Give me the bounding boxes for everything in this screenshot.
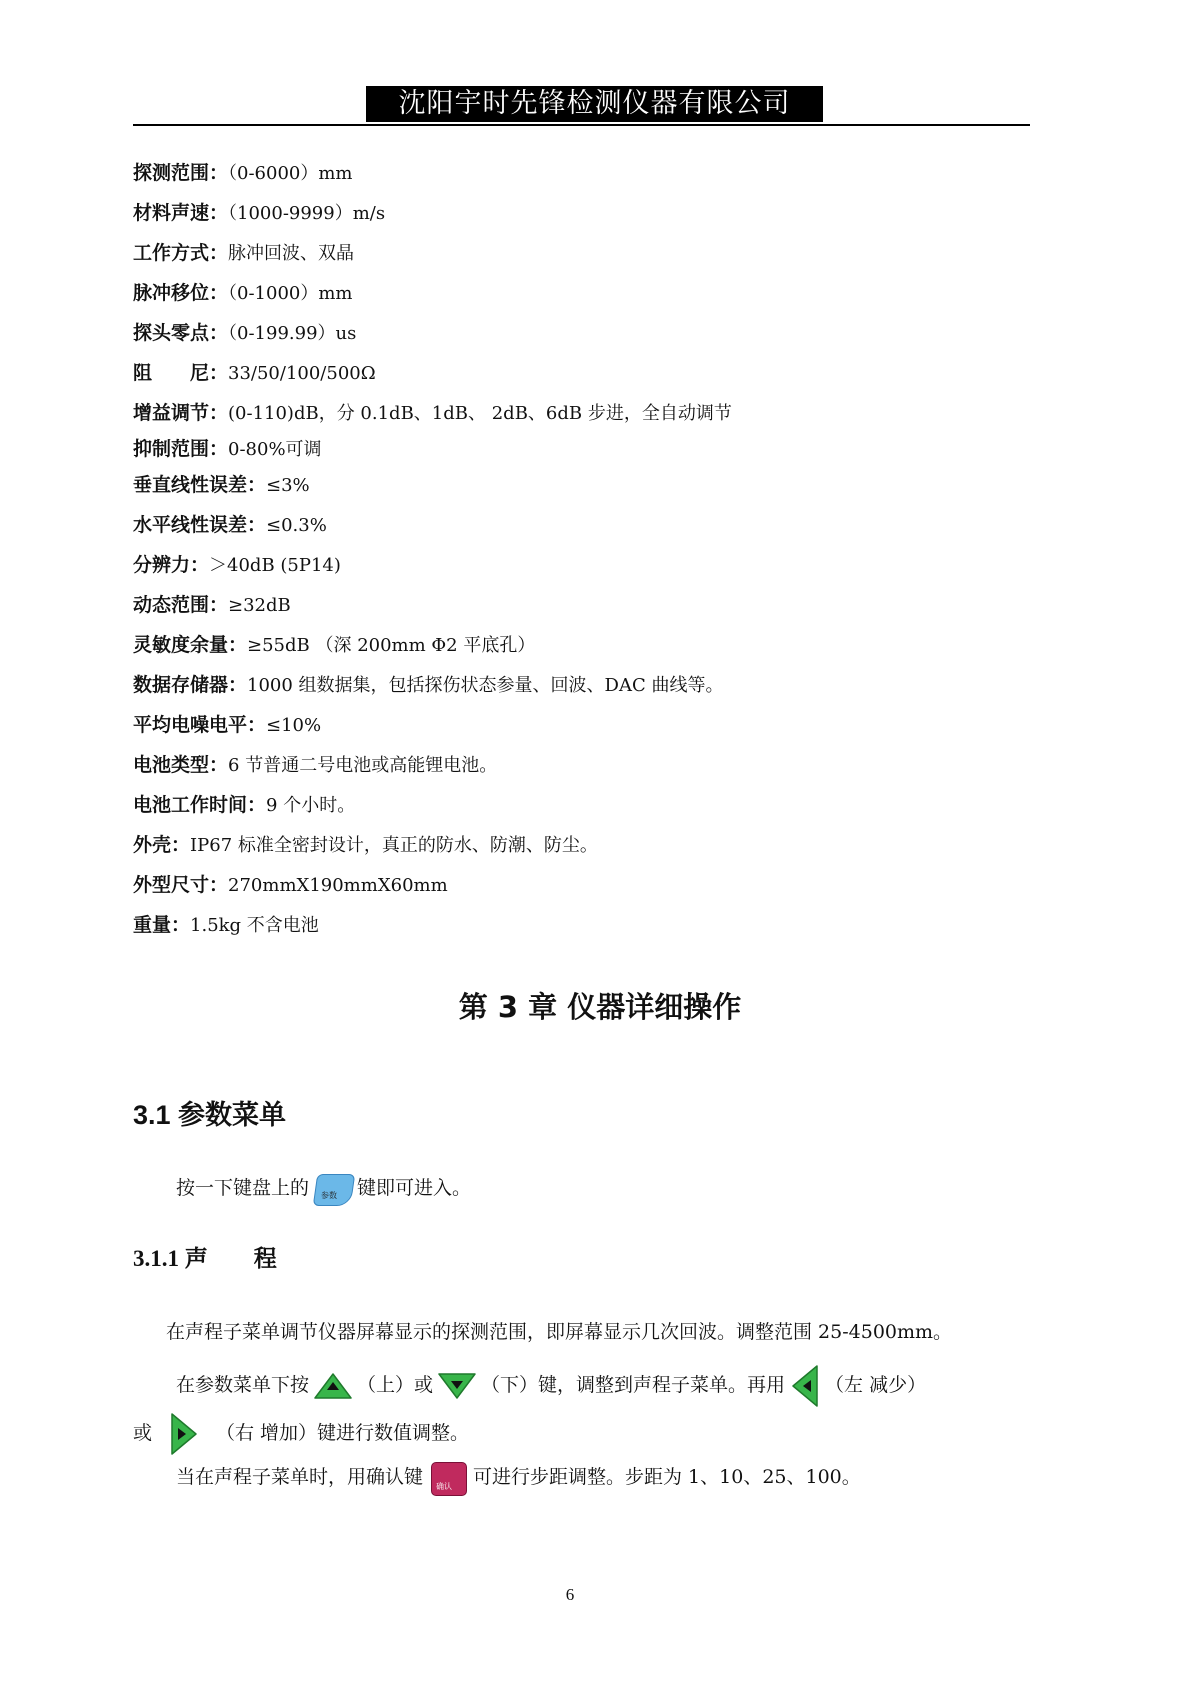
spec-label: 平均电噪电平：: [133, 714, 267, 736]
p2-text-a: 在参数菜单下按: [176, 1374, 310, 1396]
header-divider: [133, 124, 1030, 126]
spec-label: 重量：: [133, 914, 191, 936]
body-paragraph-2: [176, 1364, 926, 1408]
spec-label: 动态范围：: [133, 594, 229, 616]
spec-row: [133, 280, 353, 307]
spec-value: 33/50/100/500Ω: [228, 363, 376, 384]
intro-text-after: 键即可进入。: [357, 1177, 472, 1199]
spec-label: 数据存储器：: [133, 674, 248, 696]
spec-row: [133, 400, 732, 427]
spec-value: 0-80%可调: [228, 439, 322, 460]
spec-value: 1000 组数据集，包括探伤状态参量、回波、DAC 曲线等。: [247, 675, 724, 696]
spec-row: [133, 360, 376, 387]
body-paragraph-4: [176, 1462, 861, 1494]
spec-row: [133, 912, 319, 939]
spec-label: 脉冲移位：: [133, 282, 229, 304]
spec-row: [133, 592, 291, 619]
spec-label: 水平线性误差：: [133, 514, 267, 536]
chapter-title: 第 3 章 仪器详细操作: [458, 990, 742, 1024]
spec-label: 灵敏度余量：: [133, 634, 248, 656]
spec-row: [133, 872, 448, 899]
up-arrow-key-icon: [311, 1368, 355, 1404]
spec-label: 探测范围：: [133, 162, 229, 184]
spec-row: [133, 632, 535, 659]
spec-row: [133, 200, 385, 227]
body-paragraph-3: [133, 1412, 469, 1456]
spec-value: 脉冲回波、双晶: [228, 243, 355, 264]
p2-text-b: （上）或: [357, 1374, 434, 1396]
spec-label: 增益调节：: [133, 402, 229, 424]
spec-row: [133, 672, 723, 699]
intro-text-before: 按一下键盘上的: [176, 1177, 310, 1199]
spec-value: （0-199.99）us: [228, 323, 357, 344]
spec-row: [133, 712, 321, 739]
down-arrow-key-icon: [435, 1368, 479, 1404]
spec-label: 外壳：: [133, 834, 191, 856]
spec-label: 工作方式：: [133, 242, 229, 264]
spec-row: [133, 752, 497, 779]
confirm-key-icon: [431, 1462, 465, 1494]
right-arrow-key-icon: [166, 1412, 202, 1456]
spec-value: IP67 标准全密封设计，真正的防水、防潮、防尘。: [190, 835, 598, 856]
spec-row: [133, 832, 598, 859]
p3-text-b: （右 增加）键进行数值调整。: [216, 1422, 470, 1444]
subsection-heading: 3.1.1 声 程: [133, 1246, 277, 1271]
spec-value: 270mmX190mmX60mm: [228, 875, 448, 896]
spec-row: [133, 436, 322, 463]
spec-value: 6 节普通二号电池或高能锂电池。: [228, 755, 498, 776]
spec-value: ≤0.3%: [266, 515, 327, 536]
params-key-label: 参数: [321, 1191, 338, 1200]
confirm-key-label: 确认: [436, 1482, 453, 1491]
spec-row: [133, 240, 354, 267]
spec-row: [133, 792, 355, 819]
spec-value: （0-6000）mm: [228, 163, 353, 184]
spec-label: 电池工作时间：: [133, 794, 267, 816]
spec-row: [133, 552, 341, 579]
p2-text-c: （下）键，调整到声程子菜单。再用: [481, 1374, 786, 1396]
spec-label: 抑制范围：: [133, 438, 229, 460]
spec-value: ＞40dB (5P14): [209, 555, 341, 576]
spec-row: [133, 472, 310, 499]
spec-value: ≤3%: [266, 475, 310, 496]
spec-row: [133, 512, 327, 539]
p4-text-a: 当在声程子菜单时，用确认键: [176, 1466, 424, 1488]
spec-value: ≥55dB （深 200mm Φ2 平底孔）: [247, 635, 536, 656]
spec-value: 9 个小时。: [266, 795, 356, 816]
p3-text-a: 或: [133, 1422, 153, 1444]
spec-row: [133, 160, 353, 187]
p4-text-b: 可进行步距调整。步距为 1、10、25、100。: [473, 1466, 861, 1488]
page-number: 6: [565, 1585, 575, 1604]
spec-value: ≥32dB: [228, 595, 291, 616]
section-heading: 3.1 参数菜单: [133, 1100, 287, 1130]
spec-label: 阻 尼：: [133, 362, 229, 384]
params-key-icon: [315, 1172, 351, 1206]
spec-value: （0-1000）mm: [228, 283, 353, 304]
spec-label: 探头零点：: [133, 322, 229, 344]
p2-text-d: （左 减少）: [825, 1374, 927, 1396]
header-company-name: 沈阳宇时先锋检测仪器有限公司: [366, 86, 823, 122]
spec-value: ≤10%: [266, 715, 322, 736]
spec-value: （1000-9999）m/s: [228, 203, 386, 224]
intro-paragraph: [176, 1172, 471, 1206]
spec-value: 1.5kg 不含电池: [190, 915, 319, 936]
spec-label: 外型尺寸：: [133, 874, 229, 896]
spec-label: 分辨力：: [133, 554, 210, 576]
spec-value: (0-110)dB，分 0.1dB、1dB、 2dB、6dB 步进，全自动调节: [228, 403, 732, 424]
left-arrow-key-icon: [787, 1364, 823, 1408]
body-paragraph-1: 在声程子菜单调节仪器屏幕显示的探测范围，即屏幕显示几次回波。调整范围 25-4500mm。: [166, 1321, 953, 1343]
spec-label: 电池类型：: [133, 754, 229, 776]
spec-row: [133, 320, 356, 347]
spec-label: 垂直线性误差：: [133, 474, 267, 496]
spec-label: 材料声速：: [133, 202, 229, 224]
